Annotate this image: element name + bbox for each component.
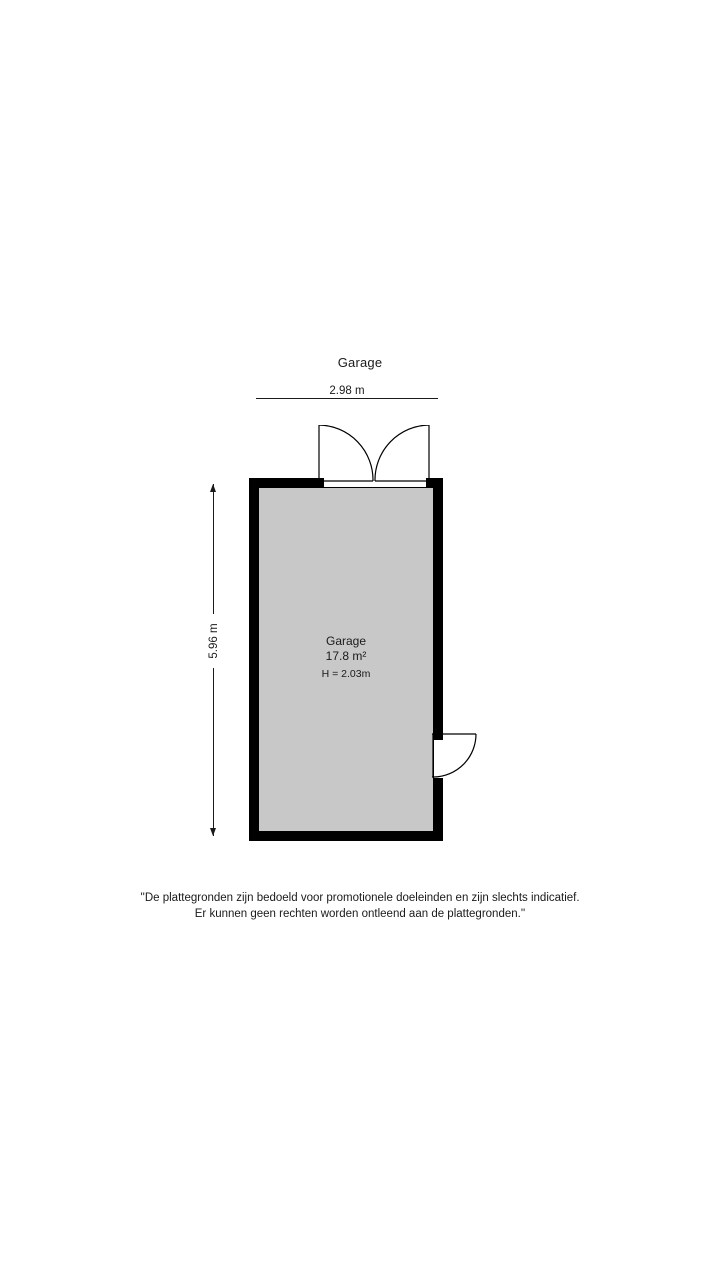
dimension-width-line	[256, 398, 438, 399]
dimension-width	[256, 385, 438, 408]
double-door-swing-icon	[318, 425, 430, 485]
dimension-height	[205, 484, 223, 836]
single-door-swing-icon	[432, 733, 488, 781]
disclaimer-line-2: Er kunnen geen rechten worden ontleend aan de plattegronden.''	[194, 908, 526, 920]
room-height: H = 2.03m	[321, 668, 371, 680]
disclaimer-line-1: ''De plattegronden zijn bedoeld voor promotionele doeleinden en zijn slechts indicatief.	[140, 892, 580, 904]
room-area: 17.8 m²	[325, 649, 367, 663]
room-name: Garage	[325, 634, 367, 648]
dimension-height-label: 5.96 m	[207, 614, 221, 668]
disclaimer	[0, 890, 720, 922]
arrow-up-icon	[210, 484, 216, 492]
dimension-width-label: 2.98 m	[256, 384, 438, 398]
page-title: Garage	[337, 355, 383, 370]
arrow-down-icon	[210, 828, 216, 836]
room-label-block	[249, 634, 443, 682]
